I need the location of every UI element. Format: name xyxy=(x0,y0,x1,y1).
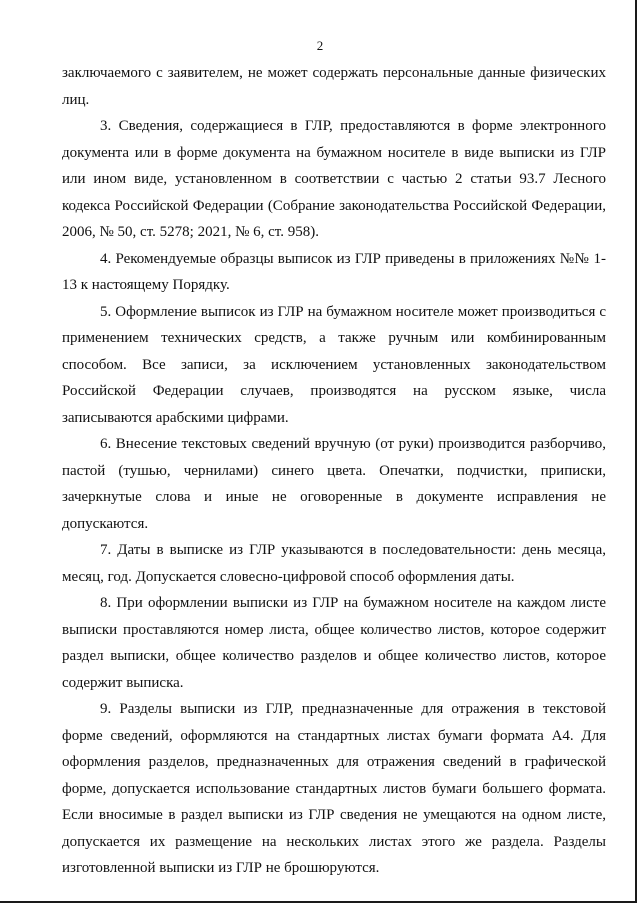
paragraph-continuation: заключаемого с заявителем, не может содержать персональные данные физических лиц. xyxy=(62,65,606,108)
page-number: 2 xyxy=(316,38,324,53)
paragraph-9: 9. Разделы выписки из ГЛР, предназначенные для отражения в текстовой форме сведений, оформляются на стандартных листах бумаги формата А4. Для оформления разделов, предназначенных для отражения сведений в графической форме, допускается использование стандартных листов бумаги большего формата. Если вносимые в раздел выписки из ГЛР сведения не умещаются на одном листе, допускается их размещение на нескольких листах этого же раздела. Разделы изготовленной выписки из ГЛР не брошюруются. xyxy=(62,701,606,876)
paragraph-7: 7. Даты в выписке из ГЛР указываются в последовательности: день месяца, месяц, год. Допускается словесно-цифровой способ оформления даты. xyxy=(62,542,606,585)
paragraph-8: 8. При оформлении выписки из ГЛР на бумажном носителе на каждом листе выписки проставляются номер листа, общее количество листов, которое содержит раздел выписки, общее количество разделов и общее количество листов, которое содержит выписка. xyxy=(62,595,606,691)
paragraph-4: 4. Рекомендуемые образцы выписок из ГЛР приведены в приложениях №№ 1-13 к настоящему Порядку. xyxy=(62,250,606,293)
document-body xyxy=(62,60,606,882)
paragraph-5: 5. Оформление выписок из ГЛР на бумажном носителе может производиться с применением технических средств, а также ручным или комбинированным способом. Все записи, за исключением установленных законодательством Российской Федерации случаев, производятся на русском языке, числа записываются арабскими цифрами. xyxy=(62,303,606,426)
paragraph-6: 6. Внесение текстовых сведений вручную (от руки) производится разборчиво, пастой (тушью, чернилами) синего цвета. Опечатки, подчистки, приписки, зачеркнутые слова и иные не оговоренные в документе исправления не допускаются. xyxy=(62,436,606,532)
paragraph-3: 3. Сведения, содержащиеся в ГЛР, предоставляются в форме электронного документа или в форме документа на бумажном носителе в виде выписки из ГЛР или ином виде, установленном в соответствии с частью 2 статьи 93.7 Лесного кодекса Российской Федерации (Собрание законодательства Российской Федерации, 2006, № 50, ст. 5278; 2021, № 6, ст. 958). xyxy=(62,118,606,240)
